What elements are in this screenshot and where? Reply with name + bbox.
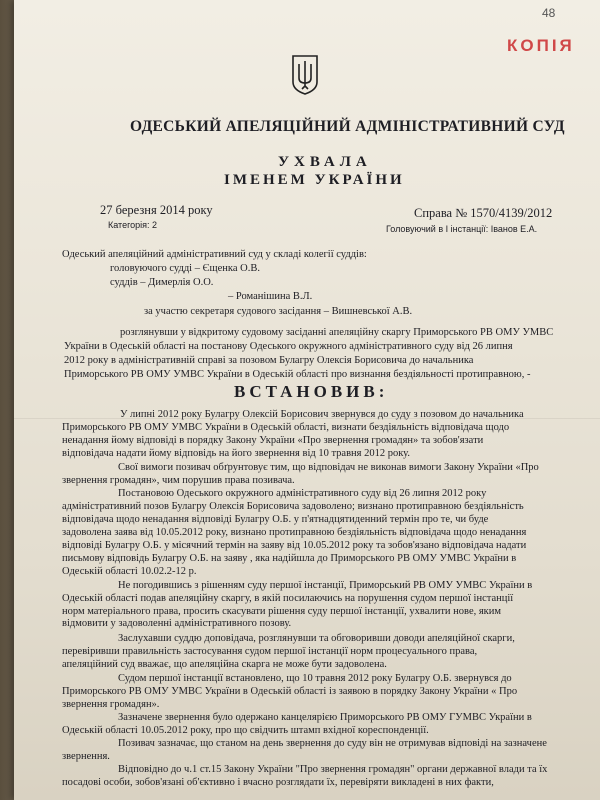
body-line: апеляційний суд вважає, що апеляційна скарга не може бути задоволена. [62, 658, 387, 670]
body-line: звернення громадян». [62, 698, 160, 710]
body-line: адміністративний позов Булагру Олексія Борисовича задоволено; визнано протиправною бездіяльність [62, 501, 524, 513]
body-line: Одеській області 10.02.2-12 р. [62, 565, 197, 577]
body-line: Одеській області 10.05.2012 року, про що свідчить штамп вхідної кореспонденції. [62, 725, 429, 737]
panel-judges: суддів – Димерлія О.О. [110, 277, 214, 288]
page-number: 48 [542, 6, 556, 20]
body-line: відповідача щодо ненадання відповіді Булагру О.Б. у п'ятнадцятиденний термін про те, чи буде [62, 514, 489, 526]
body-line: Судом першої інстанції встановлено, що 10 травня 2012 року Булагру О.Б. звернувся до [118, 672, 512, 684]
document-subtitle: ІМЕНЕМ УКРАЇНИ [224, 172, 405, 188]
panel-judge-2: – Романішина В.Л. [228, 291, 313, 302]
copy-stamp: КОПІЯ [507, 36, 575, 55]
body-line: письмову відповідь Булагру О.Б. на заяву , яка надійшла до Приморського РВ ОМУ УМВС України в [62, 552, 517, 564]
considered-line: Приморського РВ ОМУ УМВС України в Одеській області про визнання бездіяльності протиправною, - [64, 369, 531, 380]
court-name: ОДЕСЬКИЙ АПЕЛЯЦІЙНИЙ АДМІНІСТРАТИВНИЙ СУД [130, 118, 565, 135]
body-line: Приморського РВ ОМУ УМВС України в Одеській області із заявою в порядку Закону України « Про [62, 685, 518, 697]
first-instance-judge: Головуючий в І інстанції: Іванов Е.А. [386, 224, 538, 234]
trident-emblem-icon [290, 52, 320, 96]
body-line: Не погодившись з рішенням суду першої інстанції, Приморський РВ ОМУ УМВС України в [118, 579, 533, 591]
body-line: звернення громадян», чим порушив права позивача. [62, 474, 295, 486]
body-line: відмовити у задоволенні адміністративного позову. [62, 618, 292, 630]
body-line: Свої вимоги позивач обґрунтовує тим, що відповідач не виконав вимоги Закону України «Про [118, 461, 539, 473]
panel-intro: Одеський апеляційний адміністративний суд у складі колегії суддів: [62, 249, 367, 260]
body-line: задоволена заява від 10.05.2012 року, визнано протиправною бездіяльність відповідача щодо ненадання [62, 527, 527, 539]
body-line: відповіді Булагру О.Б. у місячний термін на заяву від 10.05.2012 року та зобов'язано відповідача надати [62, 540, 527, 551]
body-line: Відповідно до ч.1 ст.15 Закону України "Про звернення громадян" органи державної влади та їх [118, 764, 548, 776]
section-heading: ВСТАНОВИВ: [234, 382, 389, 401]
body-line: Заслухавши суддю доповідача, розглянувши та обговоривши доводи апеляційної скарги, [118, 633, 515, 645]
body-line: Постановою Одеського окружного адміністративного суду від 26 липня 2012 року [118, 488, 487, 500]
body-line: звернення. [62, 751, 110, 763]
considered-line: України в Одеській області на постанову Одеського окружного адміністративного суду від 26 липня [64, 341, 513, 352]
case-number: Справа № 1570/4139/2012 [414, 206, 553, 220]
body-line: посадові особи, зобов'язані об'єктивно і вчасно розглядати їх, перевіряти викладені в них факти, [62, 777, 494, 788]
considered-line: 2012 року в адміністративній справі за позовом Булагру Олексія Борисовича до начальника [64, 355, 474, 366]
body-line: норм матеріального права, просить скасувати рішення суду першої інстанції, ухвалити нове, яким [62, 605, 502, 617]
body-line: У липні 2012 року Булагру Олексій Борисович звернувся до суду з позовом до начальника [120, 409, 524, 420]
body-line: Позивач зазначає, що станом на день звернення до суду він не отримував відповіді на зазначене [118, 738, 547, 750]
document-type: УХВАЛА [278, 154, 372, 170]
panel-secretary: за участю секретаря судового засідання – Вишневської А.В. [144, 306, 413, 317]
body-line: ненадання йому відповіді в порядку Закону України «Про звернення громадян» та зобов'язати [62, 434, 484, 446]
body-line: відповідача надати йому відповідь на його звернення від 10 травня 2012 року. [62, 447, 411, 459]
document-page [14, 0, 600, 800]
decision-date: 27 березня 2014 року [100, 203, 213, 217]
body-line: Приморського РВ ОМУ УМВС України в Одеській області, визнати бездіяльність відповідача щодо [62, 421, 510, 433]
body-line: Одеській області подав апеляційну скаргу, в якій посилаючись на порушення судом першої інстанції [62, 592, 514, 604]
body-line: перевіривши правильність застосування судом першої інстанції норм процесуального права, [62, 646, 478, 657]
panel-presiding: головуючого судді – Єщенка О.В. [110, 263, 260, 274]
considered-line: розглянувши у відкритому судовому засіданні апеляційну скаргу Приморського РВ ОМУ УМВС [120, 327, 554, 338]
body-line: Зазначене звернення було одержано канцелярією Приморського РВ ОМУ ГУМВС України в [118, 712, 532, 724]
category: Категорія: 2 [108, 220, 158, 230]
